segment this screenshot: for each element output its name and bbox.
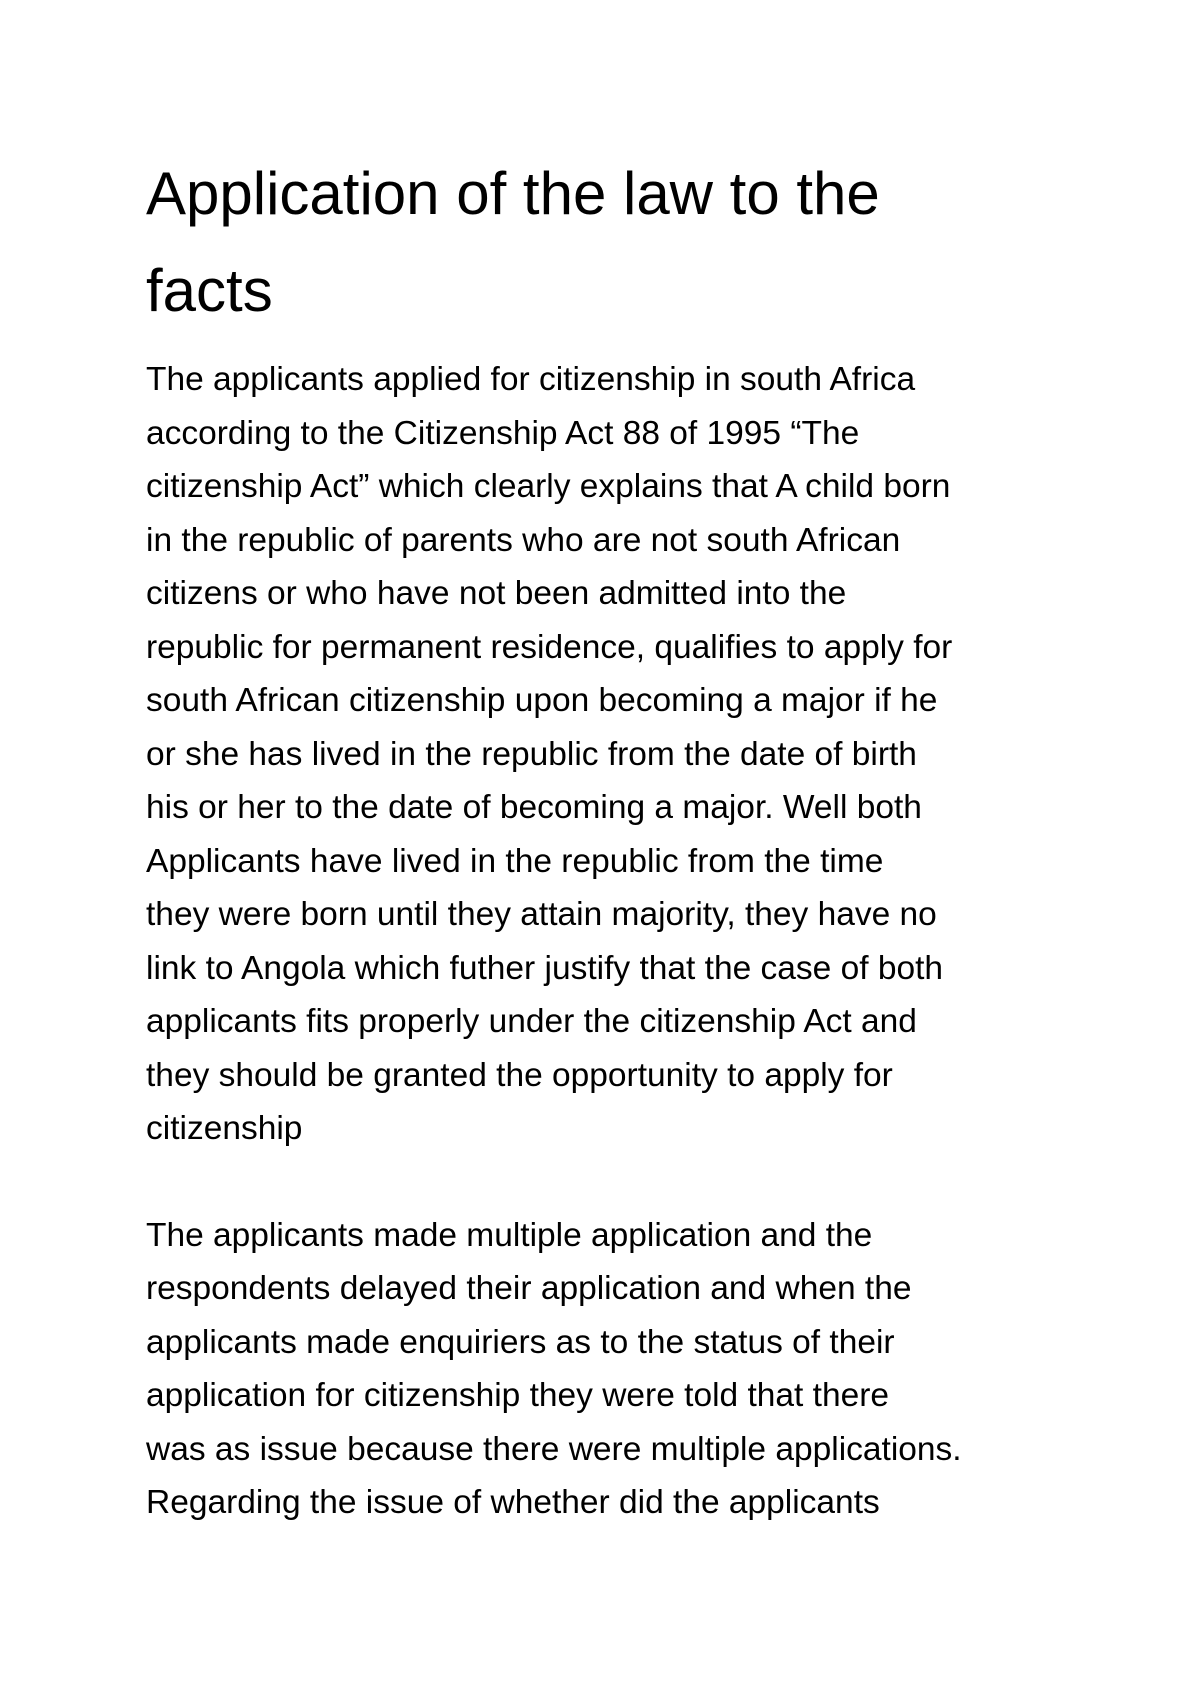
paragraph-line: republic for permanent residence, qualifies to apply for xyxy=(146,628,953,666)
paragraph-line: The applicants made multiple application and the xyxy=(146,1216,873,1254)
paragraph-line: citizenship Act” which clearly explains that A child born xyxy=(146,468,951,505)
paragraph-line: The applicants applied for citizenship in south Africa xyxy=(146,361,916,398)
paragraph-line: Applicants have lived in the republic from the time xyxy=(146,842,884,880)
document-content xyxy=(146,145,1076,1530)
title-line: facts xyxy=(146,257,273,324)
paragraph-line: they were born until they attain majority, they have no xyxy=(146,896,937,933)
paragraph-line: south African citizenship upon becoming a major if he xyxy=(146,682,938,719)
paragraph-line: his or her to the date of becoming a major. Well both xyxy=(146,789,922,826)
page-title xyxy=(146,145,1076,339)
paragraph-multiple-applications xyxy=(146,1209,1076,1530)
paragraph-line: according to the Citizenship Act 88 of 1995 “The xyxy=(146,414,860,452)
paragraph-line: or she has lived in the republic from the date of birth xyxy=(146,735,917,773)
title-line: Application of the law to the xyxy=(146,160,880,227)
paragraph-line: citizenship xyxy=(146,1110,303,1147)
paragraph-line: Regarding the issue of whether did the applicants xyxy=(146,1484,880,1521)
paragraph-line: in the republic of parents who are not south African xyxy=(146,521,901,559)
paragraph-line: link to Angola which futher justify that the case of both xyxy=(146,949,944,987)
paragraph-line: was as issue because there were multiple applications. xyxy=(146,1430,962,1468)
paragraph-citizenship-act xyxy=(146,353,1076,1156)
paragraph-line: they should be granted the opportunity to apply for xyxy=(146,1056,893,1094)
paragraph-line: applicants fits properly under the citizenship Act and xyxy=(146,1003,917,1040)
paragraph-line: citizens or who have not been admitted into the xyxy=(146,575,847,612)
paragraph-line: application for citizenship they were told that there xyxy=(146,1377,890,1414)
paragraph-line: applicants made enquiriers as to the status of their xyxy=(146,1323,895,1361)
paragraph-line: respondents delayed their application and when the xyxy=(146,1270,912,1307)
